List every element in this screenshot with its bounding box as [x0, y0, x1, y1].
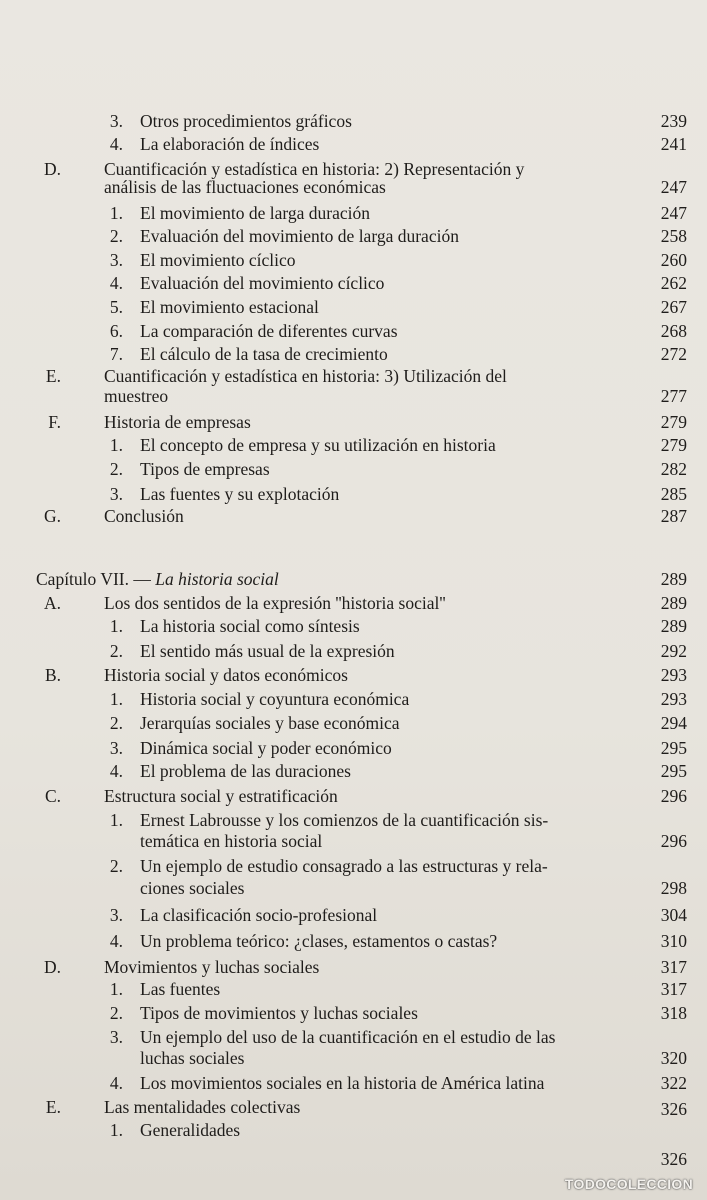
entry-title-text: Estructura social y estratificación — [104, 786, 338, 806]
entry-title-text: Cuantificación y estadística en historia: 3) Utilización del — [104, 366, 507, 386]
entry-title — [140, 640, 395, 662]
entry-marker: F. — [48, 412, 61, 432]
entry-page-number: 289 — [660, 616, 687, 636]
entry-page-number: 326 — [660, 1149, 687, 1169]
entry-title — [140, 1072, 544, 1094]
entry-marker: 1. — [109, 616, 123, 636]
entry-marker: D. — [43, 159, 61, 179]
entry-marker: 1. — [109, 203, 123, 223]
entry-title — [104, 664, 348, 686]
entry-title — [140, 1047, 244, 1069]
entry-page-number: 293 — [660, 689, 687, 709]
entry-title-text: Movimientos y luchas sociales — [104, 957, 320, 977]
entry-page-number: 272 — [660, 344, 687, 364]
entry-title — [140, 202, 370, 224]
entry-title-text: Cuantificación y estadística en historia: 2) Representación y — [104, 159, 525, 179]
entry-page-number: 285 — [660, 484, 687, 504]
entry-page-number: 289 — [660, 569, 687, 589]
entry-title-text: Los movimientos sociales en la historia de América latina — [140, 1073, 545, 1093]
entry-page-number: 296 — [660, 831, 687, 851]
entry-page-number: 322 — [660, 1073, 687, 1093]
entry-page-number: 317 — [660, 979, 687, 999]
entry-title — [140, 343, 388, 365]
entry-title — [140, 1002, 418, 1024]
entry-page-number: 320 — [660, 1048, 687, 1068]
entry-title-text: Conclusión — [104, 506, 184, 526]
entry-title — [140, 1026, 556, 1048]
entry-page-number: 289 — [660, 593, 687, 613]
entry-title — [140, 855, 548, 877]
entry-page-number: 247 — [660, 203, 687, 223]
entry-marker: 4. — [109, 273, 123, 293]
entry-title-text: La historia social como síntesis — [140, 616, 360, 636]
entry-title-text: Un ejemplo del uso de la cuantificación en el estudio de las — [140, 1027, 556, 1047]
entry-title-text: La elaboración de índices — [140, 134, 320, 154]
entry-title-text: Los dos sentidos de la expresión ''historia social'' — [104, 593, 446, 613]
entry-marker: 4. — [109, 931, 123, 951]
entry-page-number: 277 — [660, 386, 687, 406]
entry-page-number: 294 — [660, 713, 687, 733]
entry-title — [104, 365, 507, 387]
entry-page-number: 317 — [660, 957, 687, 977]
entry-page-number: 282 — [660, 459, 687, 479]
entry-page-number: 295 — [660, 761, 687, 781]
entry-title — [36, 568, 279, 590]
entry-title — [104, 785, 338, 807]
entry-marker: 3. — [109, 250, 123, 270]
entry-page-number: 318 — [660, 1003, 687, 1023]
entry-marker: 1. — [109, 979, 123, 999]
entry-title-text: El sentido más usual de la expresión — [140, 641, 395, 661]
entry-title-text: La comparación de diferentes curvas — [140, 321, 398, 341]
entry-title-text: Las fuentes y su explotación — [140, 484, 340, 504]
entry-title — [140, 877, 244, 899]
entry-title — [104, 385, 168, 407]
entry-title — [104, 411, 251, 433]
entry-title-text: Generalidades — [140, 1120, 241, 1140]
entry-title-text: análisis de las fluctuaciones económicas — [104, 177, 386, 197]
entry-title — [140, 615, 360, 637]
entry-title — [104, 956, 319, 978]
entry-title — [140, 458, 270, 480]
entry-title-text: Un problema teórico: ¿clases, estamentos o castas? — [140, 931, 498, 951]
entry-marker: 5. — [109, 297, 123, 317]
entry-title-text: Ernest Labrousse y los comienzos de la cuantificación sis- — [140, 810, 549, 830]
entry-marker: 4. — [109, 761, 123, 781]
entry-page-number: 293 — [660, 665, 687, 685]
entry-marker: 2. — [109, 641, 123, 661]
entry-marker: 6. — [109, 321, 123, 341]
entry-title-text: Evaluación del movimiento cíclico — [140, 273, 385, 293]
entry-marker: 3. — [109, 1027, 123, 1047]
entry-title — [140, 904, 377, 926]
entry-title — [104, 592, 446, 614]
entry-title-text: Evaluación del movimiento de larga duración — [140, 226, 459, 246]
entry-marker: 4. — [109, 134, 123, 154]
entry-page-number: 267 — [660, 297, 687, 317]
entry-page-number: 304 — [660, 905, 687, 925]
entry-title — [140, 296, 319, 318]
entry-marker: 7. — [109, 344, 123, 364]
entry-title-text: El problema de las duraciones — [140, 761, 351, 781]
entry-marker: 2. — [109, 856, 123, 876]
entry-marker: 2. — [109, 713, 123, 733]
entry-marker: 2. — [109, 459, 123, 479]
entry-page-number: 287 — [660, 506, 687, 526]
entry-title-text: Tipos de empresas — [140, 459, 270, 479]
entry-title — [140, 688, 409, 710]
entry-marker: D. — [43, 957, 61, 977]
entry-page-number: 241 — [660, 134, 687, 154]
entry-marker: 3. — [109, 905, 123, 925]
entry-page-number: 258 — [660, 226, 687, 246]
entry-title — [140, 249, 296, 271]
entry-title — [140, 320, 398, 342]
entry-marker: 1. — [109, 689, 123, 709]
entry-title — [140, 1119, 240, 1141]
entry-title-text: Dinámica social y poder económico — [140, 738, 392, 758]
entry-page-number: 310 — [660, 931, 687, 951]
entry-title-text: luchas sociales — [140, 1048, 245, 1068]
entry-title — [140, 483, 339, 505]
entry-marker: 1. — [109, 810, 123, 830]
entry-title — [140, 434, 496, 456]
entry-page-number: 279 — [660, 412, 687, 432]
entry-page-number: 295 — [660, 738, 687, 758]
entry-title-text: El movimiento de larga duración — [140, 203, 371, 223]
entry-marker: G. — [43, 506, 61, 526]
watermark: TODOCOLECCION — [564, 1176, 693, 1192]
entry-page-number: 292 — [660, 641, 687, 661]
entry-title-text: temática en historia social — [140, 831, 323, 851]
entry-page-number: 239 — [660, 111, 687, 131]
entry-marker: 3. — [109, 738, 123, 758]
entry-page-number: 247 — [660, 177, 687, 197]
entry-marker: E. — [45, 366, 61, 386]
entry-marker: 4. — [109, 1073, 123, 1093]
entry-title-text: Historia social y coyuntura económica — [140, 689, 410, 709]
entry-title-text: Las fuentes — [140, 979, 221, 999]
entry-title-text: El concepto de empresa y su utilización en historia — [140, 435, 496, 455]
entry-title — [104, 176, 386, 198]
entry-title-text: Tipos de movimientos y luchas sociales — [140, 1003, 418, 1023]
entry-title — [140, 809, 548, 831]
entry-page-number: 279 — [660, 435, 687, 455]
entry-marker: 2. — [109, 1003, 123, 1023]
entry-page-number: 326 — [660, 1099, 687, 1119]
entry-title-text: ciones sociales — [140, 878, 245, 898]
entry-title-text: Otros procedimientos gráficos — [140, 111, 352, 131]
entry-title — [140, 737, 392, 759]
entry-title — [140, 978, 220, 1000]
entry-title — [140, 930, 497, 952]
entry-title-text: El movimiento cíclico — [140, 250, 296, 270]
entry-title-text: Un ejemplo de estudio consagrado a las estructuras y rela- — [140, 856, 548, 876]
entry-title — [104, 505, 184, 527]
entry-page-number: 298 — [660, 878, 687, 898]
chapter-title-italic: La historia social — [155, 569, 279, 589]
entry-title — [140, 225, 459, 247]
entry-marker: 3. — [109, 111, 123, 131]
entry-title — [140, 712, 399, 734]
entry-title — [140, 110, 352, 132]
entry-title-text: Capítulo VII. — — [36, 569, 156, 589]
entry-marker: 3. — [109, 484, 123, 504]
entry-marker: 1. — [109, 435, 123, 455]
entry-title — [140, 760, 351, 782]
entry-title-text: El movimiento estacional — [140, 297, 319, 317]
entry-title-text: Jerarquías sociales y base económica — [140, 713, 400, 733]
entry-title — [140, 133, 319, 155]
entry-title-text: La clasificación socio-profesional — [140, 905, 378, 925]
entry-marker: B. — [44, 665, 61, 685]
entry-marker: E. — [45, 1097, 61, 1117]
entry-title-text: El cálculo de la tasa de crecimiento — [140, 344, 388, 364]
entry-page-number: 260 — [660, 250, 687, 270]
entry-page-number: 268 — [660, 321, 687, 341]
entry-title — [140, 272, 384, 294]
entry-title — [104, 1096, 300, 1118]
entry-marker: 1. — [109, 1120, 123, 1140]
entry-title-text: muestreo — [104, 386, 169, 406]
entry-marker: A. — [43, 593, 61, 613]
entry-title — [140, 830, 322, 852]
entry-marker: 2. — [109, 226, 123, 246]
entry-page-number: 262 — [660, 273, 687, 293]
entry-title-text: Las mentalidades colectivas — [104, 1097, 301, 1117]
entry-title-text: Historia social y datos económicos — [104, 665, 348, 685]
entry-title-text: Historia de empresas — [104, 412, 251, 432]
entry-page-number: 296 — [660, 786, 687, 806]
entry-marker: C. — [44, 786, 61, 806]
